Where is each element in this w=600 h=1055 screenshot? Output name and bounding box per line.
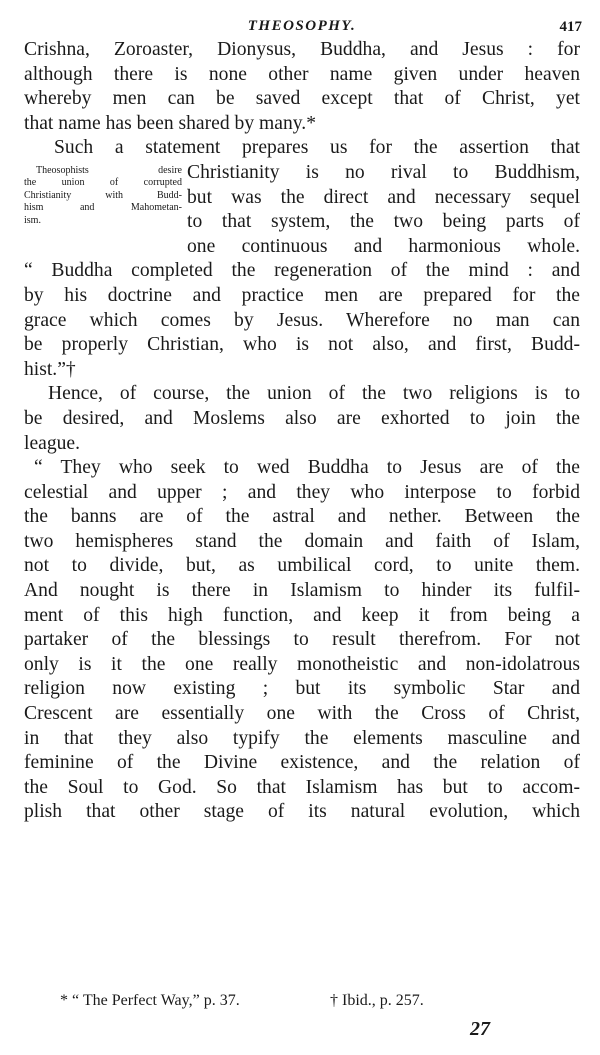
body-line: Crescent are essentially one with the Cross of Christ, bbox=[24, 703, 580, 725]
body-line: one continuous and harmonious whole. bbox=[187, 235, 580, 257]
body-line: plish that other stage of its natural evolution, which bbox=[24, 801, 580, 823]
body-line: Christianity is no rival to Buddhism, bbox=[187, 161, 580, 183]
body-line: partaker of the blessings to result therefrom. For not bbox=[24, 629, 580, 651]
body-line: ment of this high function, and keep it from being a bbox=[24, 604, 580, 626]
body-text bbox=[24, 38, 580, 825]
signature-mark: 27 bbox=[470, 1018, 490, 1040]
body-line: “ They who seek to wed Buddha to Jesus are of the bbox=[34, 457, 580, 479]
marginal-note-line: hism and Mahometan- bbox=[24, 202, 182, 214]
body-line: Such a statement prepares us for the assertion that bbox=[54, 137, 580, 159]
body-line: two hemispheres stand the domain and faith of Islam, bbox=[24, 530, 580, 552]
body-line: the Soul to God. So that Islamism has but to accom- bbox=[24, 776, 580, 798]
body-line: be desired, and Moslems also are exhorted to join the bbox=[24, 407, 580, 429]
footnote: * “ The Perfect Way,” p. 37. bbox=[60, 992, 240, 1009]
body-line: whereby men can be saved except that of Christ, yet bbox=[24, 88, 580, 110]
marginal-note bbox=[24, 165, 182, 228]
body-line: although there is none other name given under heaven bbox=[24, 63, 580, 85]
body-line: “ Buddha completed the regeneration of the mind : and bbox=[24, 260, 580, 282]
marginal-note-line: Theosophists desire bbox=[36, 164, 182, 176]
body-line: in that they also typify the elements masculine and bbox=[24, 727, 580, 749]
running-head bbox=[22, 18, 582, 40]
body-line: celestial and upper ; and they who interpose to forbid bbox=[24, 481, 580, 503]
body-line: religion now existing ; but its symbolic Star and bbox=[24, 678, 580, 700]
footnote: † Ibid., p. 257. bbox=[330, 992, 424, 1009]
body-line: league. bbox=[24, 432, 81, 454]
body-line: the banns are of the astral and nether. Between the bbox=[24, 506, 580, 528]
body-line: by his doctrine and practice men are prepared for the bbox=[24, 284, 580, 306]
body-line: not to divide, but, as umbilical cord, to unite them. bbox=[24, 555, 580, 577]
marginal-note-line: ism. bbox=[24, 214, 41, 226]
body-line: And nought is there in Islamism to hinder its fulfil- bbox=[24, 580, 580, 602]
body-line: feminine of the Divine existence, and the relation of bbox=[24, 752, 580, 774]
body-line: hist.”† bbox=[24, 358, 76, 380]
body-line: be properly Christian, who is not also, and first, Budd- bbox=[24, 334, 580, 356]
body-line: but was the direct and necessary sequel bbox=[187, 186, 580, 208]
body-line: grace which comes by Jesus. Wherefore no man can bbox=[24, 309, 580, 331]
sidenote-block bbox=[24, 161, 580, 259]
body-line: that name has been shared by many.* bbox=[24, 112, 316, 134]
page-number: 417 bbox=[559, 19, 582, 35]
running-title: THEOSOPHY. bbox=[247, 18, 357, 34]
body-line: Hence, of course, the union of the two religions is to bbox=[48, 383, 580, 405]
body-line: only is it the one really monotheistic and non-idolatrous bbox=[24, 653, 580, 675]
marginal-note-line: Christianity with Budd- bbox=[24, 189, 182, 201]
marginal-note-line: the union of corrupted bbox=[24, 177, 182, 189]
body-line: Crishna, Zoroaster, Dionysus, Buddha, and Jesus : for bbox=[24, 39, 580, 60]
body-line: to that system, the two being parts of bbox=[187, 211, 580, 233]
